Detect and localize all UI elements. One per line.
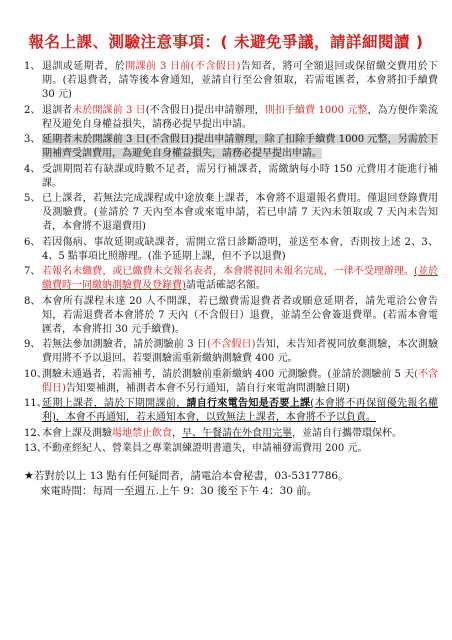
list-item [14,236,438,264]
text-segment: 本會所有課程未達 20 人不開課，若已繳費需退費者者或願意延期者，請先電洽公會告知，若需退費者本會將於 7 天內（不含假日）退費，並請至公會簽退費單。(若需本會電匯者，本會將扣 30 元手續費)。 [42,295,438,335]
item-text [42,104,438,132]
star-icon: ★ [24,469,34,482]
item-number: 2、 [24,104,41,116]
text-segment: 告知要補測，補測者本會不另行通知，請自行來電詢問測驗日期) [65,382,350,394]
list-item [14,60,438,102]
list-item [14,427,438,441]
text-segment: 則扣手續費 1000 元整 [264,104,368,116]
item-text [42,265,438,293]
list-item [14,265,438,293]
text-segment: (並於繳費時一同繳納測驗費及登錄費) [42,266,439,291]
item-text [42,442,438,456]
text-segment: (不含假日) [42,368,438,394]
text-segment: ，為方便作業流程及避免自身權益損失，請務必提早提出申請。 [42,104,438,130]
item-text [42,295,438,337]
list-item [14,104,438,132]
text-segment: ， [172,427,182,439]
item-number: 1、 [24,61,41,72]
page-title: 報名上課、測驗注意事項：( 未避免爭議，請詳細閱讀 ) [28,33,424,51]
item-number: 8、 [24,295,41,307]
list-item [14,338,438,366]
item-number: 9、 [24,339,41,350]
item-number: 11、 [24,398,47,409]
text-segment: 開課前 3 日前(不含假日) [125,61,241,72]
notice-list [14,60,438,456]
list-item [14,397,438,425]
text-segment: 未於開課前 3 日 [72,104,146,116]
text-segment: 若無法參加測驗者，請於測驗前 3 日 [42,339,208,350]
contact-text: 若對於以上 13 點有任何疑問者，請電洽本會秘書，03-5317786。 [33,470,349,482]
text-segment: 請自行來電告知是否要上課 [186,398,311,409]
text-segment: 告知，未告知者視同放棄測驗，本次測驗費用將不予以退回。若要測驗需重新繳納測驗費 400 元。 [42,339,438,364]
footer [14,468,438,499]
text-segment: 退訓者 [42,104,73,116]
item-number: 10、 [24,368,47,380]
item-text [42,338,438,366]
item-text [42,60,438,102]
item-number: 4、 [24,163,41,175]
item-text [42,133,438,161]
text-segment: (本會將不再保留優先報名權利)，本會不再通知，若未通知本會，以致無法上課者，本會將不予以負責。 [42,398,439,423]
text-segment: 若因傷病、事故延期或缺課者，需開立當日診斷證明，並送至本會，否則按上述 2、3、4、5 點事項比照辦理。(准予延期上課，但不予以退費) [42,236,438,262]
item-text [42,163,438,191]
item-number: 13、 [24,443,47,454]
item-text [42,368,438,396]
text-segment: 若報名未繳費，或已繳費未交報名表者，本會將視同未報名完成，一律不受理辦理。 [42,266,414,277]
text-segment: 請電話確認名額。 [185,280,266,291]
text-segment: (不含假日) [207,339,256,350]
item-text [42,427,438,441]
list-item [14,442,438,456]
text-segment: 受訓期間若有缺課或時數不足者，需另行補課者，需繳納每小時 150 元費用才能進行補課。 [42,163,438,189]
item-text [42,397,438,425]
text-segment: 已上課者，若無法完成課程或中途放棄上課者，本會將不退還報名費用。僅退回登錄費用及測驗費。(並請於 7 天內至本會或來電申請，若已申請 7 天內未領取或 7 天內未告知者，本會將不退還費用) [42,193,438,232]
text-segment: (不含假日)提出申請辦理， [145,104,265,116]
item-number: 7、 [24,266,41,277]
text-segment: 測驗未通過者，若需補考，請於測驗前重新繳納 400 元測驗費。(並請於測驗前 5 天 [42,368,415,380]
contact-line [24,468,438,484]
text-segment: 延期者未於開課前 3 日(不含假日)提出申請辦理，除了扣除手續費 1000 元整，另需於下期補齊受訓費用，為避免自身權益損失，請務必提早提出申請。 [42,134,438,159]
list-item [14,163,438,191]
list-item [14,192,438,234]
office-hours: 來電時間：每周一至週五.上午 9：30 後至下午 4：30 前。 [40,485,318,497]
text-segment: 不動產經紀人、營業員之專業訓練證明書遺失，申請補發需費用 200 元。 [42,443,368,454]
text-segment: 早、午餐請在外食用完畢 [182,427,292,439]
text-segment: 退訓或延期者，於 [42,61,126,72]
list-item [14,133,438,161]
item-number: 12、 [24,427,47,439]
list-item [14,368,438,396]
text-segment: 延期上課者，請於下期開課前， [42,398,187,409]
item-number: 6、 [24,236,41,248]
text-segment: 場地禁止飲食 [112,427,172,439]
item-number: 5、 [24,193,41,204]
item-number: 3、 [24,134,41,145]
item-text [42,236,438,264]
item-text [42,192,438,234]
list-item [14,295,438,337]
text-segment: 告知者，將可全額退回或保留繳交費用於下期。(若退費者，請等後本會通知，並請自行至公會領取，若需電匯者，本會將扣手續費 30 元) [42,61,439,100]
text-segment: 本會上課及測驗 [42,427,112,439]
text-segment: ，並請自行攜帶環保杯。 [292,427,402,439]
